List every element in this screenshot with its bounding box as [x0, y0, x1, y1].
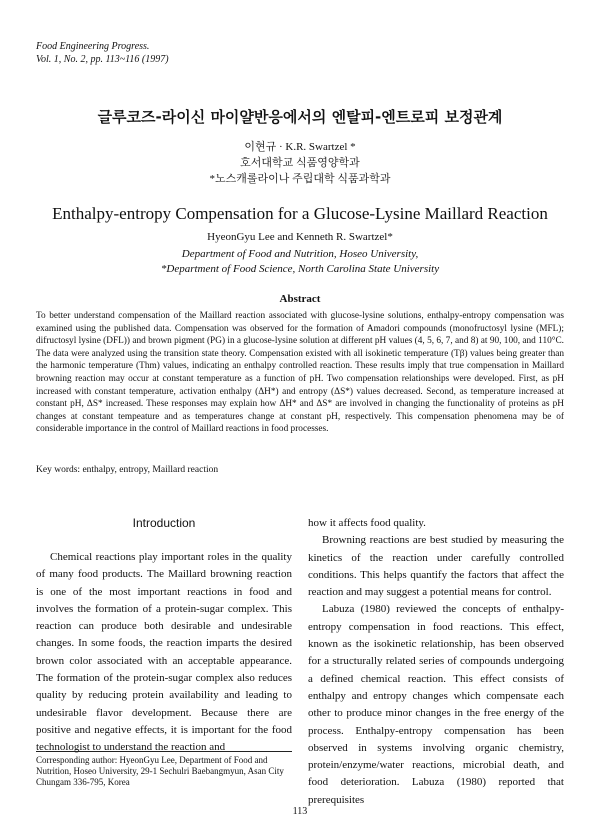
- english-affiliation-1: Department of Food and Nutrition, Hoseo University,: [181, 248, 419, 260]
- keywords: Key words: enthalpy, entropy, Maillard reaction: [36, 465, 219, 475]
- introduction-heading: Introduction: [132, 516, 196, 530]
- page-number: 113: [292, 806, 308, 817]
- abstract-text: To better understand compensation of the Maillard reaction associated with glucose-lysine solutions, enthalpy-entropy compensation was examined using the published data. Compensation was observed for the formation of Amadori compounds (monofructosyl lysine (MFL); difructosyl lysine (DFL)) and brown pigment (PG) in a glucose-lysine solution at different pH values (4, 5, 6, 7, and 8) at 90, 100, and 110°C. The data were analyzed using the transition state theory. Compensation existed with all isokinetic temperature (Tβ) values being greater than the harmonic temperature (Thm) values, indicating an enthalpy controlled reaction. These results imply that true compensation in Maillard browning reaction may occur at constant temperature as a function of pH. Two compensation relationships were developed. First, as pH increased with constant temperature, activation enthalpy (ΔH*) and entropy (ΔS*) values decreased. Second, as temperature increased at constant pH, ΔS* increased. These responses may explain how ΔH* and ΔS* are involved in changing the functionality of proteins as pH changes at constant tempeature and as temperatures change at constant pH, respectively. This compensation phenomena may be of considerable importance in the control of Maillard reactions in food processes.: [36, 311, 564, 435]
- english-authors: HyeonGyu Lee and Kenneth R. Swartzel*: [207, 231, 393, 243]
- body-column-right: [308, 515, 564, 809]
- intro-paragraph-1: Chemical reactions play important roles in the quality of many food products. The Maillard browning reaction is one of the most important reactions in food and involves the formation of a protein-sugar complex. This reaction can produce both desirable and undesirable changes. In some foods, the reaction imparts the desired brown color associated with an acceptable appearance. The formation of the protein-sugar complex also reduces quality by reducing protein availability and leading to undesirable flavor development. Because there are positive and negative effects, it is important for the food technologist to understand the reaction and: [36, 551, 292, 754]
- korean-authors: 이현규 · K.R. Swartzel *: [244, 141, 356, 153]
- intro-paragraph-3: Labuza (1980) reviewed the concepts of enthalpy-entropy compensation in food reactions. This effect, known as the isokinetic relationship, has been observed for a structurally related series of compounds undergoing a defined chemical reaction. This effect consists of enthalpy and entropy changes which compensate each other to produce minor changes in the free energy of the process. Enthalpy-entropy compensation has been observed in systems involving organic chemistry, protein/enzyme/water reactions, microbial death, and food deterioration. Labuza (1980) reported that prerequisites: [308, 603, 564, 806]
- korean-affiliation-1: 호서대학교 식품영양학과: [240, 157, 360, 169]
- intro-paragraph-2: Browning reactions are best studied by measuring the kinetics of the reaction under carefully controlled conditions. This helps quantify the factors that affect the reaction and may suggest a potential means for control.: [308, 534, 564, 599]
- journal-header: [36, 40, 169, 66]
- intro-paragraph-1-continued: how it affects food quality.: [308, 517, 426, 529]
- korean-title: 글루코즈-라이신 마이얄반응에서의 엔탈피-엔트로피 보정관계: [97, 108, 503, 126]
- korean-affiliation-2: *노스캐롤라이나 주립대학 식품과학과: [209, 173, 391, 185]
- english-affiliation-2: *Department of Food Science, North Carolina State University: [160, 263, 440, 275]
- footnote-divider: [36, 751, 292, 752]
- journal-name: Food Engineering Progress.: [36, 41, 150, 52]
- journal-citation: Vol. 1, No. 2, pp. 113~116 (1997): [36, 54, 169, 65]
- corresponding-author-footnote: Corresponding author: HyeonGyu Lee, Department of Food and Nutrition, Hoseo University, 29-1 Sechulri Baebangmyun, Asan City Chungam 336-795, Korea: [36, 755, 284, 787]
- body-column-left: [36, 549, 292, 757]
- english-title: Enthalpy-entropy Compensation for a Glucose-Lysine Maillard Reaction: [52, 204, 548, 223]
- abstract-heading: Abstract: [279, 293, 321, 305]
